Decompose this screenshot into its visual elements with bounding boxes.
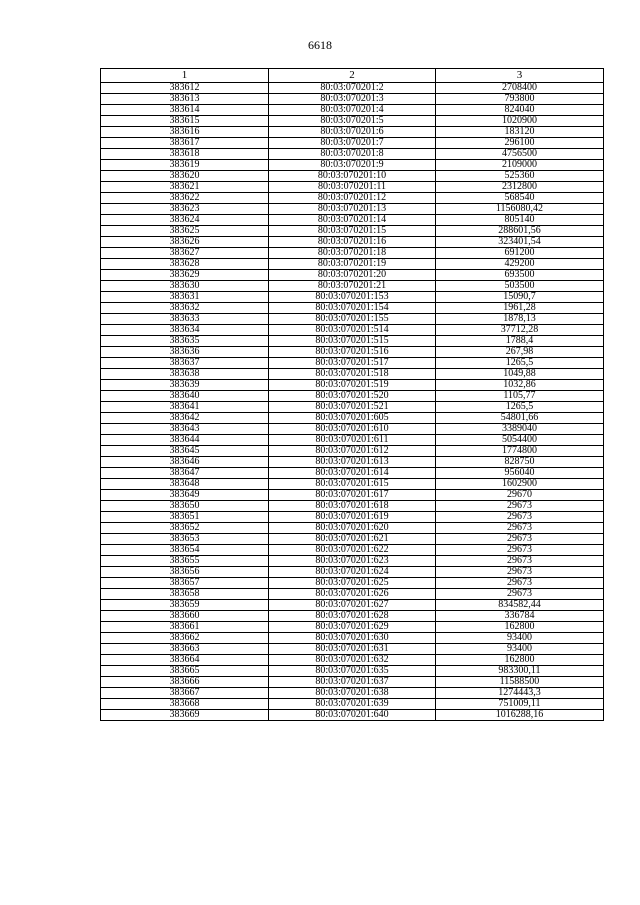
cell-value: 1049,88	[436, 369, 604, 380]
table-row	[101, 281, 604, 292]
cell-number: 383617	[101, 138, 269, 149]
cell-value: 29673	[436, 589, 604, 600]
table-row	[101, 204, 604, 215]
cell-cadastral-number: 80:03:070201:621	[269, 534, 436, 545]
cell-value: 29670	[436, 490, 604, 501]
cell-number: 383632	[101, 303, 269, 314]
cell-value: 336784	[436, 611, 604, 622]
cell-value: 805140	[436, 215, 604, 226]
cell-number: 383663	[101, 644, 269, 655]
cell-cadastral-number: 80:03:070201:623	[269, 556, 436, 567]
table-row	[101, 490, 604, 501]
cell-value: 2312800	[436, 182, 604, 193]
cell-value: 37712,28	[436, 325, 604, 336]
cell-cadastral-number: 80:03:070201:514	[269, 325, 436, 336]
cell-number: 383613	[101, 94, 269, 105]
cell-value: 1878,13	[436, 314, 604, 325]
cell-number: 383660	[101, 611, 269, 622]
cell-cadastral-number: 80:03:070201:16	[269, 237, 436, 248]
cell-cadastral-number: 80:03:070201:626	[269, 589, 436, 600]
cell-value: 1274443,3	[436, 688, 604, 699]
cell-number: 383649	[101, 490, 269, 501]
cell-number: 383642	[101, 413, 269, 424]
cell-value: 983300,11	[436, 666, 604, 677]
table-row	[101, 182, 604, 193]
cell-value: 29673	[436, 534, 604, 545]
table-row	[101, 215, 604, 226]
table-row	[101, 435, 604, 446]
cell-value: 2708400	[436, 83, 604, 94]
table-row	[101, 446, 604, 457]
cell-cadastral-number: 80:03:070201:15	[269, 226, 436, 237]
cell-value: 824040	[436, 105, 604, 116]
table-row	[101, 160, 604, 171]
cell-number: 383615	[101, 116, 269, 127]
cell-cadastral-number: 80:03:070201:13	[269, 204, 436, 215]
cell-cadastral-number: 80:03:070201:519	[269, 380, 436, 391]
table-row	[101, 633, 604, 644]
table-row	[101, 347, 604, 358]
cell-cadastral-number: 80:03:070201:605	[269, 413, 436, 424]
cell-cadastral-number: 80:03:070201:9	[269, 160, 436, 171]
cell-cadastral-number: 80:03:070201:14	[269, 215, 436, 226]
cell-number: 383627	[101, 248, 269, 259]
cell-cadastral-number: 80:03:070201:628	[269, 611, 436, 622]
cell-cadastral-number: 80:03:070201:624	[269, 567, 436, 578]
cell-value: 29673	[436, 556, 604, 567]
table-row	[101, 83, 604, 94]
cell-cadastral-number: 80:03:070201:155	[269, 314, 436, 325]
cell-cadastral-number: 80:03:070201:622	[269, 545, 436, 556]
cell-cadastral-number: 80:03:070201:21	[269, 281, 436, 292]
cell-number: 383622	[101, 193, 269, 204]
table-row	[101, 699, 604, 710]
cell-value: 693500	[436, 270, 604, 281]
cell-value: 162800	[436, 622, 604, 633]
cell-value: 29673	[436, 567, 604, 578]
cell-value: 691200	[436, 248, 604, 259]
table-row	[101, 402, 604, 413]
cell-number: 383667	[101, 688, 269, 699]
table-row	[101, 116, 604, 127]
table-row	[101, 644, 604, 655]
cell-number: 383645	[101, 446, 269, 457]
cell-value: 29673	[436, 512, 604, 523]
cell-cadastral-number: 80:03:070201:5	[269, 116, 436, 127]
table-row	[101, 391, 604, 402]
cell-cadastral-number: 80:03:070201:611	[269, 435, 436, 446]
cell-cadastral-number: 80:03:070201:610	[269, 424, 436, 435]
table-row	[101, 270, 604, 281]
data-table-container	[100, 68, 603, 721]
cell-number: 383656	[101, 567, 269, 578]
cell-cadastral-number: 80:03:070201:518	[269, 369, 436, 380]
cell-cadastral-number: 80:03:070201:20	[269, 270, 436, 281]
cell-value: 1156080,42	[436, 204, 604, 215]
cell-value: 1961,28	[436, 303, 604, 314]
column-header-2: 2	[269, 69, 436, 83]
table-row	[101, 589, 604, 600]
cell-value: 4756500	[436, 149, 604, 160]
cell-value: 568540	[436, 193, 604, 204]
cell-cadastral-number: 80:03:070201:612	[269, 446, 436, 457]
cell-cadastral-number: 80:03:070201:10	[269, 171, 436, 182]
cell-cadastral-number: 80:03:070201:3	[269, 94, 436, 105]
cell-cadastral-number: 80:03:070201:631	[269, 644, 436, 655]
cell-cadastral-number: 80:03:070201:7	[269, 138, 436, 149]
cell-value: 183120	[436, 127, 604, 138]
cell-number: 383665	[101, 666, 269, 677]
cell-number: 383626	[101, 237, 269, 248]
cell-number: 383644	[101, 435, 269, 446]
table-body	[101, 83, 604, 721]
table-row	[101, 424, 604, 435]
cell-value: 267,98	[436, 347, 604, 358]
table-row	[101, 193, 604, 204]
cell-number: 383643	[101, 424, 269, 435]
cell-cadastral-number: 80:03:070201:6	[269, 127, 436, 138]
cell-value: 1265,5	[436, 358, 604, 369]
cell-value: 834582,44	[436, 600, 604, 611]
table-row	[101, 314, 604, 325]
cell-number: 383659	[101, 600, 269, 611]
cell-cadastral-number: 80:03:070201:613	[269, 457, 436, 468]
cell-value: 828750	[436, 457, 604, 468]
cell-value: 1774800	[436, 446, 604, 457]
table-row	[101, 479, 604, 490]
cell-value: 956040	[436, 468, 604, 479]
cell-number: 383647	[101, 468, 269, 479]
cell-cadastral-number: 80:03:070201:619	[269, 512, 436, 523]
cell-value: 503500	[436, 281, 604, 292]
table-row	[101, 292, 604, 303]
cell-number: 383616	[101, 127, 269, 138]
cell-cadastral-number: 80:03:070201:618	[269, 501, 436, 512]
header-row	[101, 69, 604, 83]
table-row	[101, 545, 604, 556]
cell-value: 93400	[436, 644, 604, 655]
table-row	[101, 237, 604, 248]
cell-number: 383668	[101, 699, 269, 710]
cell-cadastral-number: 80:03:070201:12	[269, 193, 436, 204]
cell-value: 93400	[436, 633, 604, 644]
cell-number: 383623	[101, 204, 269, 215]
cell-value: 54801,66	[436, 413, 604, 424]
cell-cadastral-number: 80:03:070201:516	[269, 347, 436, 358]
table-row	[101, 413, 604, 424]
cell-cadastral-number: 80:03:070201:640	[269, 710, 436, 721]
table-row	[101, 369, 604, 380]
cell-number: 383654	[101, 545, 269, 556]
table-row	[101, 226, 604, 237]
cell-cadastral-number: 80:03:070201:625	[269, 578, 436, 589]
cell-value: 15090,7	[436, 292, 604, 303]
table-row	[101, 666, 604, 677]
cell-cadastral-number: 80:03:070201:2	[269, 83, 436, 94]
cell-value: 288601,56	[436, 226, 604, 237]
cell-number: 383640	[101, 391, 269, 402]
cell-number: 383653	[101, 534, 269, 545]
cell-number: 383636	[101, 347, 269, 358]
cell-value: 296100	[436, 138, 604, 149]
cell-cadastral-number: 80:03:070201:517	[269, 358, 436, 369]
cell-value: 1032,86	[436, 380, 604, 391]
cell-cadastral-number: 80:03:070201:614	[269, 468, 436, 479]
table-row	[101, 710, 604, 721]
cell-number: 383639	[101, 380, 269, 391]
cell-number: 383620	[101, 171, 269, 182]
cell-number: 383630	[101, 281, 269, 292]
table-row	[101, 468, 604, 479]
cell-cadastral-number: 80:03:070201:615	[269, 479, 436, 490]
cell-value: 1788,4	[436, 336, 604, 347]
cell-number: 383666	[101, 677, 269, 688]
cell-value: 5054400	[436, 435, 604, 446]
table-row	[101, 600, 604, 611]
cell-number: 383628	[101, 259, 269, 270]
cell-number: 383662	[101, 633, 269, 644]
cell-value: 1016288,16	[436, 710, 604, 721]
data-table	[100, 68, 604, 721]
cell-number: 383648	[101, 479, 269, 490]
column-header-3: 3	[436, 69, 604, 83]
cell-number: 383635	[101, 336, 269, 347]
cell-number: 383614	[101, 105, 269, 116]
table-row	[101, 105, 604, 116]
table-row	[101, 336, 604, 347]
cell-number: 383664	[101, 655, 269, 666]
cell-cadastral-number: 80:03:070201:627	[269, 600, 436, 611]
cell-value: 751009,11	[436, 699, 604, 710]
cell-cadastral-number: 80:03:070201:18	[269, 248, 436, 259]
cell-cadastral-number: 80:03:070201:11	[269, 182, 436, 193]
table-row	[101, 622, 604, 633]
cell-number: 383641	[101, 402, 269, 413]
cell-cadastral-number: 80:03:070201:154	[269, 303, 436, 314]
cell-value: 323401,54	[436, 237, 604, 248]
table-row	[101, 259, 604, 270]
table-row	[101, 611, 604, 622]
cell-value: 429200	[436, 259, 604, 270]
cell-number: 383652	[101, 523, 269, 534]
table-row	[101, 303, 604, 314]
cell-value: 29673	[436, 545, 604, 556]
table-row	[101, 325, 604, 336]
cell-value: 29673	[436, 578, 604, 589]
cell-number: 383650	[101, 501, 269, 512]
table-row	[101, 94, 604, 105]
cell-value: 162800	[436, 655, 604, 666]
cell-value: 1602900	[436, 479, 604, 490]
table-row	[101, 578, 604, 589]
cell-number: 383661	[101, 622, 269, 633]
cell-value: 29673	[436, 523, 604, 534]
cell-cadastral-number: 80:03:070201:520	[269, 391, 436, 402]
cell-number: 383646	[101, 457, 269, 468]
cell-number: 383633	[101, 314, 269, 325]
cell-cadastral-number: 80:03:070201:515	[269, 336, 436, 347]
cell-value: 3389040	[436, 424, 604, 435]
cell-number: 383651	[101, 512, 269, 523]
cell-number: 383638	[101, 369, 269, 380]
table-row	[101, 248, 604, 259]
cell-number: 383618	[101, 149, 269, 160]
cell-number: 383621	[101, 182, 269, 193]
cell-number: 383658	[101, 589, 269, 600]
cell-cadastral-number: 80:03:070201:4	[269, 105, 436, 116]
cell-value: 11588500	[436, 677, 604, 688]
cell-cadastral-number: 80:03:070201:629	[269, 622, 436, 633]
cell-number: 383612	[101, 83, 269, 94]
table-row	[101, 655, 604, 666]
table-row	[101, 556, 604, 567]
cell-number: 383631	[101, 292, 269, 303]
cell-value: 1020900	[436, 116, 604, 127]
cell-number: 383629	[101, 270, 269, 281]
page-number: 6618	[308, 38, 332, 52]
cell-number: 383625	[101, 226, 269, 237]
cell-value: 525360	[436, 171, 604, 182]
table-row	[101, 523, 604, 534]
cell-number: 383619	[101, 160, 269, 171]
cell-value: 29673	[436, 501, 604, 512]
cell-number: 383657	[101, 578, 269, 589]
cell-number: 383634	[101, 325, 269, 336]
table-row	[101, 127, 604, 138]
cell-cadastral-number: 80:03:070201:638	[269, 688, 436, 699]
cell-cadastral-number: 80:03:070201:19	[269, 259, 436, 270]
table-row	[101, 567, 604, 578]
table-header	[101, 69, 604, 83]
cell-number: 383655	[101, 556, 269, 567]
table-row	[101, 688, 604, 699]
cell-cadastral-number: 80:03:070201:620	[269, 523, 436, 534]
table-row	[101, 171, 604, 182]
column-header-1: 1	[101, 69, 269, 83]
cell-cadastral-number: 80:03:070201:632	[269, 655, 436, 666]
table-row	[101, 358, 604, 369]
cell-cadastral-number: 80:03:070201:639	[269, 699, 436, 710]
cell-value: 1265,5	[436, 402, 604, 413]
table-row	[101, 149, 604, 160]
table-row	[101, 534, 604, 545]
table-row	[101, 501, 604, 512]
cell-value: 793800	[436, 94, 604, 105]
table-row	[101, 380, 604, 391]
cell-number: 383669	[101, 710, 269, 721]
cell-cadastral-number: 80:03:070201:635	[269, 666, 436, 677]
cell-cadastral-number: 80:03:070201:630	[269, 633, 436, 644]
cell-cadastral-number: 80:03:070201:617	[269, 490, 436, 501]
cell-cadastral-number: 80:03:070201:153	[269, 292, 436, 303]
cell-cadastral-number: 80:03:070201:637	[269, 677, 436, 688]
table-row	[101, 512, 604, 523]
cell-value: 1105,77	[436, 391, 604, 402]
table-row	[101, 138, 604, 149]
table-row	[101, 457, 604, 468]
cell-value: 2109000	[436, 160, 604, 171]
cell-number: 383637	[101, 358, 269, 369]
cell-cadastral-number: 80:03:070201:521	[269, 402, 436, 413]
cell-number: 383624	[101, 215, 269, 226]
cell-cadastral-number: 80:03:070201:8	[269, 149, 436, 160]
table-row	[101, 677, 604, 688]
